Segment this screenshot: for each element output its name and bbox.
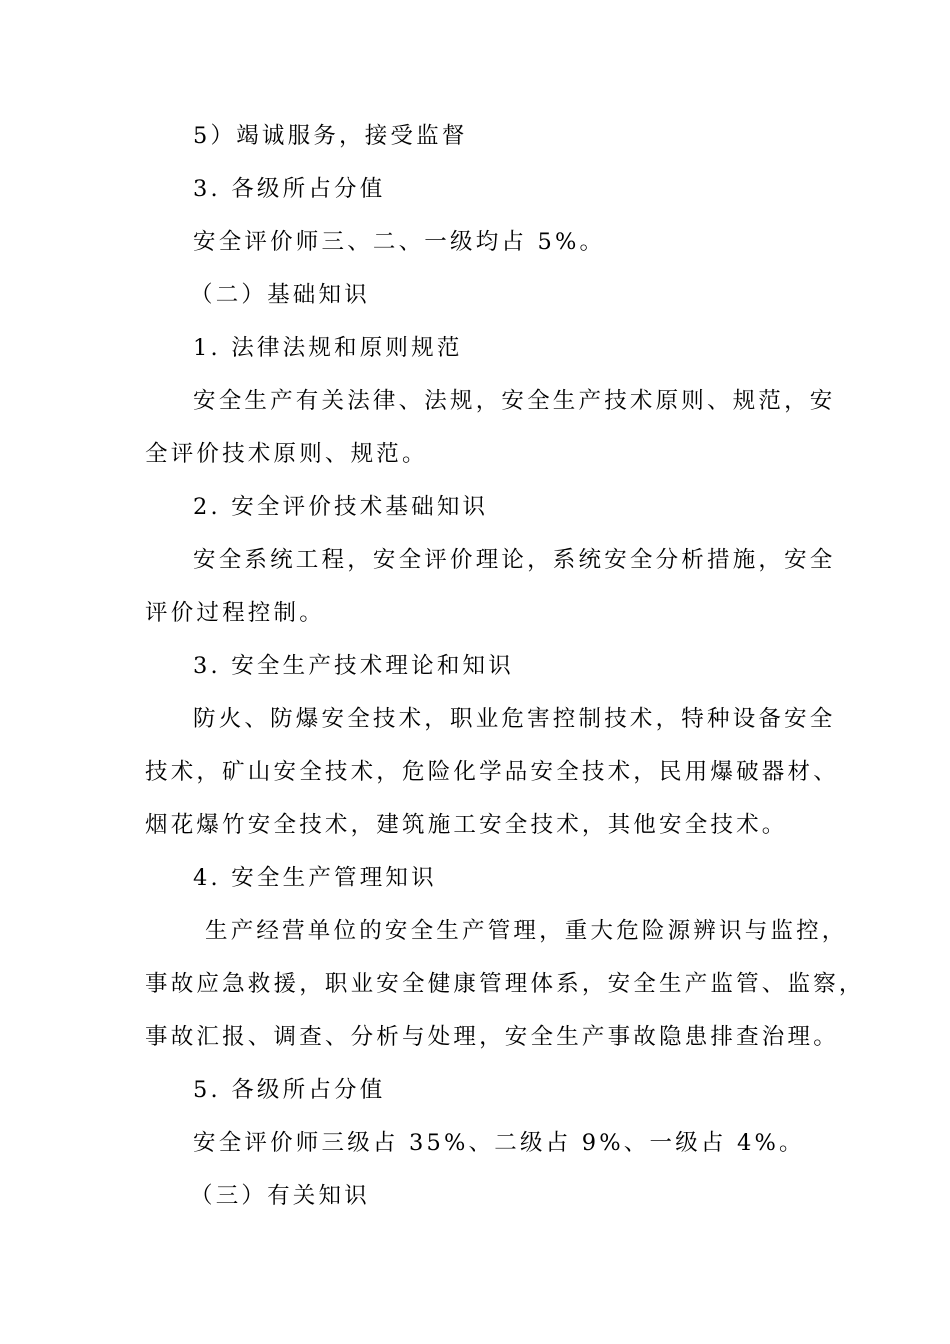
heading-score-share-2: 5. 各级所占分值 [193, 1077, 386, 1103]
heading-score-share-1: 3. 各级所占分值 [193, 176, 386, 202]
paragraph-laws-line-2: 全评价技术原则、规范。 [145, 441, 428, 467]
paragraph-laws-line-1: 安全生产有关法律、法规，安全生产技术原则、规范，安 [193, 388, 836, 414]
paragraph-score-2: 安全评价师三级占 35%、二级占 9%、一级占 4%。 [193, 1130, 805, 1156]
section-heading-related-knowledge: （三）有关知识 [190, 1183, 370, 1209]
heading-safety-management: 4. 安全生产管理知识 [193, 865, 437, 891]
paragraph-score-1: 安全评价师三、二、一级均占 5%。 [193, 229, 606, 255]
paragraph-safety-tech-line-2: 技术，矿山安全技术，危险化学品安全技术，民用爆破器材、 [145, 759, 839, 785]
heading-laws: 1. 法律法规和原则规范 [193, 335, 463, 361]
paragraph-evaluation-line-1: 安全系统工程，安全评价理论，系统安全分析措施，安全 [193, 547, 836, 573]
paragraph-management-line-2: 事故应急救援，职业安全健康管理体系，安全生产监管、监察， [145, 971, 865, 997]
heading-safety-tech: 3. 安全生产技术理论和知识 [193, 653, 514, 679]
list-item-service: 5）竭诚服务，接受监督 [193, 123, 468, 149]
section-heading-basic-knowledge: （二）基础知识 [190, 282, 370, 308]
paragraph-safety-tech-line-3: 烟花爆竹安全技术，建筑施工安全技术，其他安全技术。 [145, 812, 788, 838]
paragraph-management-line-3: 事故汇报、调查、分析与处理，安全生产事故隐患排查治理。 [145, 1024, 839, 1050]
paragraph-evaluation-line-2: 评价过程控制。 [145, 600, 325, 626]
paragraph-safety-tech-line-1: 防火、防爆安全技术，职业危害控制技术，特种设备安全 [193, 706, 836, 732]
paragraph-management-line-1: 生产经营单位的安全生产管理，重大危险源辨识与监控， [205, 918, 848, 944]
heading-evaluation-basics: 2. 安全评价技术基础知识 [193, 494, 489, 520]
